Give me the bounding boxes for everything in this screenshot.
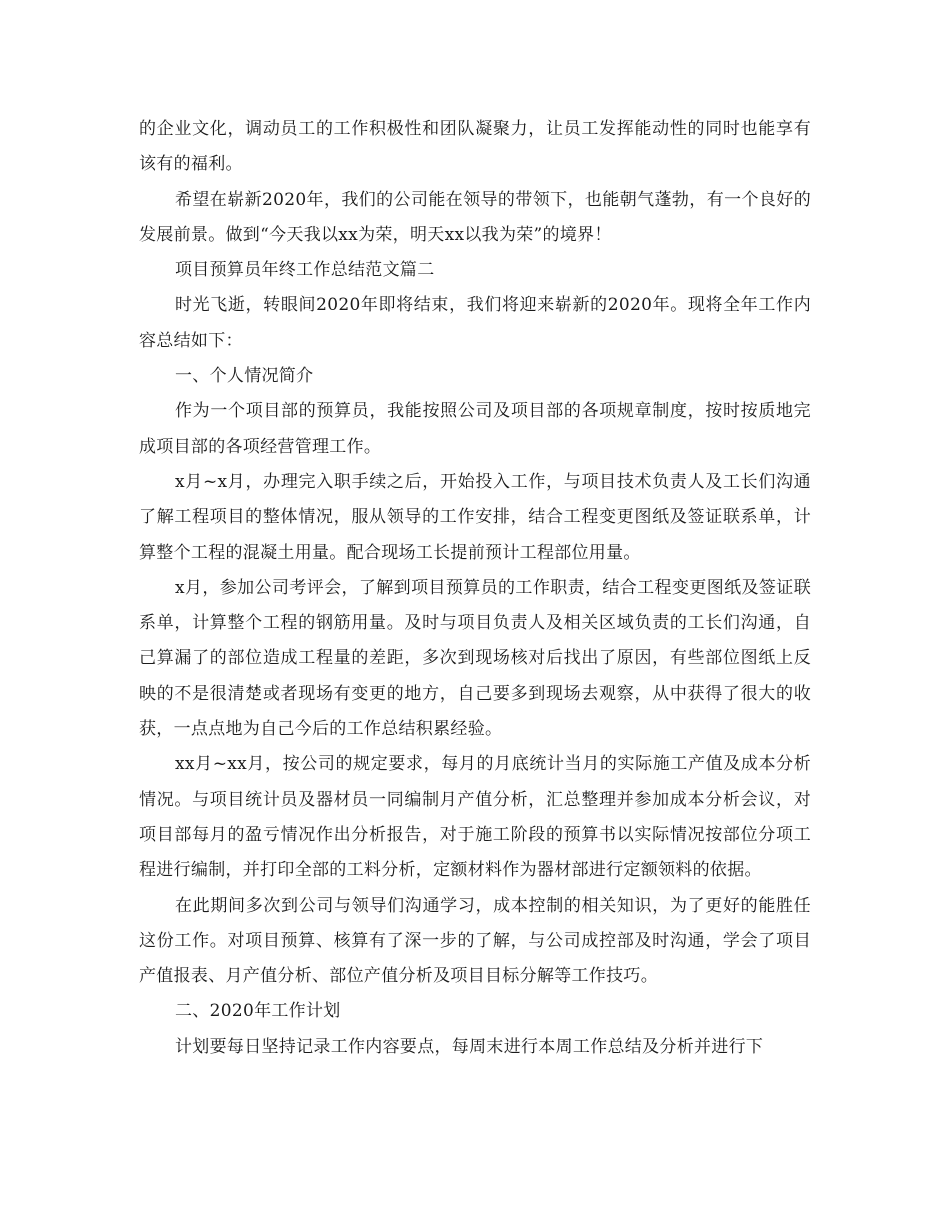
paragraph-learning: 在此期间多次到公司与领导们沟通学习，成本控制的相关知识，为了更好的能胜任这份工作。对项目预算、核算有了深一步的了解，与公司成控部及时沟通，学会了项目产值报表、月产值分析、部位产值分析及项目目标分解等工作技巧。 — [139, 895, 811, 987]
paragraph-role: 作为一个项目部的预算员，我能按照公司及项目部的各项规章制度，按时按质地完成项目部的各项经营管理工作。 — [139, 401, 811, 457]
paragraph-intro: 时光飞逝，转眼间2020年即将结束，我们将迎来崭新的2020年。现将全年工作内容总结如下： — [139, 295, 811, 351]
document-body — [139, 112, 811, 1065]
paragraph-monthly-analysis: xx月~xx月，按公司的规定要求，每月的月底统计当月的实际施工产值及成本分析情况。与项目统计员及器材员一同编制月产值分析，汇总整理并参加成本分析会议，对项目部每月的盈亏情况作出分析报告，对于施工阶段的预算书以实际情况按部位分项工程进行编制，并打印全部的工料分析，定额材料作为器材部进行定额领料的依据。 — [139, 754, 811, 881]
section-title: 项目预算员年终工作总结范文篇二 — [175, 260, 435, 281]
heading-personal-overview: 一、个人情况简介 — [175, 366, 314, 387]
heading-work-plan: 二、2020年工作计划 — [175, 1001, 341, 1022]
paragraph-continuation: 的企业文化，调动员工的工作积极性和团队凝聚力，让员工发挥能动性的同时也能享有该有的福利。 — [139, 119, 811, 175]
paragraph-hope: 希望在崭新2020年，我们的公司能在领导的带领下，也能朝气蓬勃，有一个良好的发展前景。做到“今天我以xx为荣，明天xx以我为荣”的境界！ — [139, 189, 811, 245]
paragraph-onboarding: x月~x月，办理完入职手续之后，开始投入工作，与项目技术负责人及工长们沟通了解工程项目的整体情况，服从领导的工作安排，结合工程变更图纸及签证联系单，计算整个工程的混凝土用量。配合现场工长提前预计工程部位用量。 — [139, 471, 811, 563]
paragraph-plan: 计划要每日坚持记录工作内容要点，每周末进行本周工作总结及分析并进行下 — [175, 1036, 764, 1057]
paragraph-evaluation: x月，参加公司考评会，了解到项目预算员的工作职责，结合工程变更图纸及签证联系单，计算整个工程的钢筋用量。及时与项目负责人及相关区域负责的工长们沟通，自己算漏了的部位造成工程量的差距，多次到现场核对后找出了原因，有些部位图纸上反映的不是很清楚或者现场有变更的地方，自己要多到现场去观察，从中获得了很大的收获，一点点地为自己今后的工作总结积累经验。 — [139, 577, 811, 740]
